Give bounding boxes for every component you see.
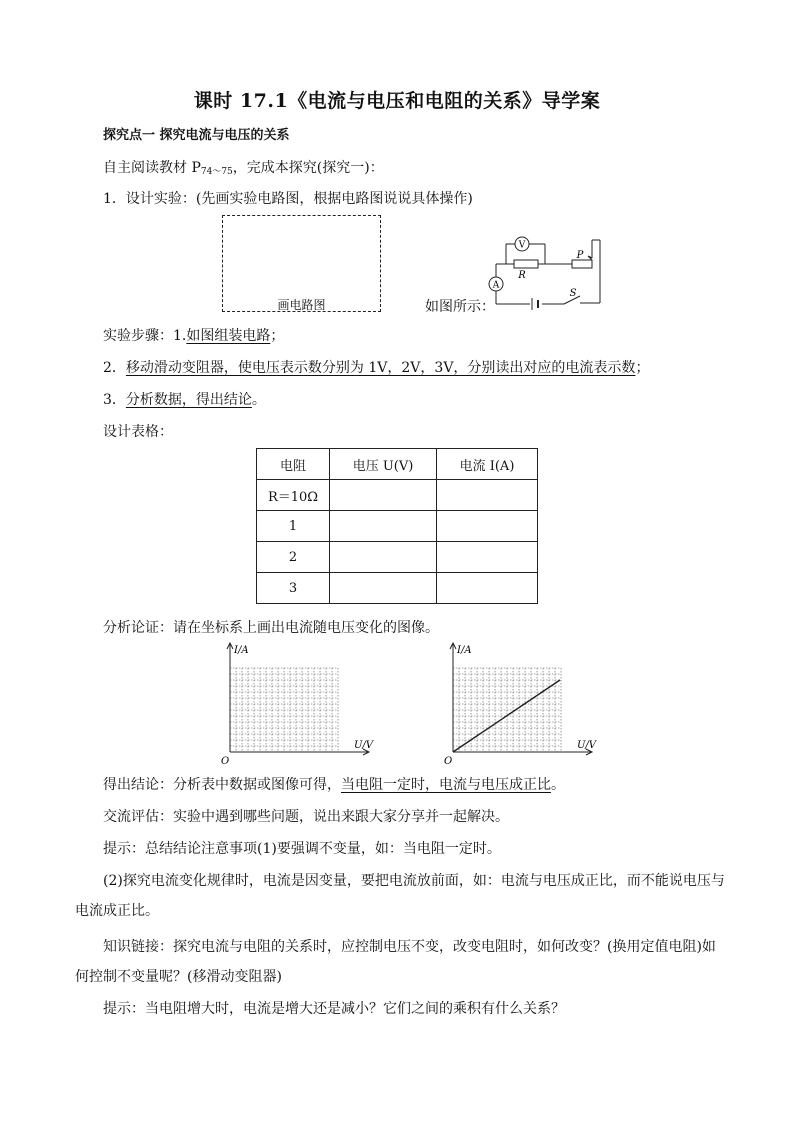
step-3 [103, 390, 266, 410]
hint-2: (2)探究电流变化规律时，电流是因变量，要把电流放前面，如：电流与电压成正比，而不能说电压与电流成正比。 [75, 873, 725, 919]
table-cell: R＝10Ω [257, 480, 330, 511]
hint-3: 提示：当电阻增大时，电流是增大还是减小？它们之间的乘积有什么关系？ [103, 1001, 565, 1017]
header-current: 电流 I(A) [437, 449, 538, 480]
header-voltage: 电压 U(V) [330, 449, 437, 480]
step-2-end: ； [635, 360, 650, 376]
analysis-instruction: 分析论证：请在坐标系上画出电流随电压变化的图像。 [103, 620, 439, 636]
reading-pages: 74～75 [200, 167, 233, 177]
reading-post: ，完成本探究(探究一)： [232, 160, 384, 176]
data-table [256, 448, 538, 604]
steps-label: 实验步骤： [103, 328, 173, 344]
evaluation: 交流评估：实验中遇到哪些问题，说出来跟大家分享并一起解决。 [103, 809, 509, 825]
knowledge-link: 知识链接：探究电流与电阻的关系时，应控制电压不变，改变电阻时，如何改变？(换用定值电阻)如何控制不变量呢？(移滑动变阻器) [75, 939, 716, 985]
conclusion-post: 。 [551, 777, 565, 793]
circuit-diagram [488, 232, 608, 314]
table-cell: 2 [257, 542, 330, 573]
step-2 [103, 358, 649, 378]
step-3-text: 分析数据，得出结论 [125, 392, 252, 408]
table-header-row [257, 449, 538, 480]
graph-1-ylabel: I/A [234, 645, 249, 656]
resistor-symbol [514, 260, 538, 268]
graph-2-xlabel: U/V [577, 740, 597, 751]
table-row [257, 573, 538, 604]
table-cell [330, 511, 437, 542]
switch-label: S [569, 288, 577, 299]
section-heading: 探究点一 探究电流与电压的关系 [103, 128, 290, 143]
step-2-text: 移动滑动变阻器，使电压表示数分别为 1V，2V，3V，分别读出对应的电流表示数 [125, 360, 636, 376]
reading-pre: 自主阅读教材 P [103, 160, 201, 176]
table-row [257, 480, 538, 511]
grid-lines [453, 668, 561, 752]
design-instruction: 1．设计实验：(先画实验电路图，根据电路图说说具体操作) [103, 191, 473, 207]
slider-label: P [576, 250, 584, 261]
blank-graph [218, 640, 384, 770]
table-cell: 3 [257, 573, 330, 604]
conclusion-underlined: 当电阻一定时，电流与电压成正比 [341, 777, 551, 793]
step-3-end: 。 [251, 392, 266, 408]
hint-1: 提示：总结结论注意事项(1)要强调不变量，如：当电阻一定时。 [103, 841, 501, 857]
graph-2-ylabel: I/A [457, 645, 472, 656]
table-row [257, 511, 538, 542]
table-cell [330, 542, 437, 573]
step-1-number: 1. [173, 328, 187, 344]
answer-graph [441, 640, 607, 770]
header-resistance: 电阻 [257, 449, 330, 480]
circuit-box-label: 画电路图 [277, 298, 326, 312]
resistor-label: R [518, 270, 526, 281]
voltmeter-label: V [518, 240, 526, 251]
table-cell [437, 480, 538, 511]
conclusion [103, 775, 565, 795]
reading-instruction [103, 158, 384, 182]
table-cell [330, 480, 437, 511]
table-cell: 1 [257, 511, 330, 542]
table-label: 设计表格： [103, 424, 173, 440]
grid-lines [230, 668, 338, 752]
table-row [257, 542, 538, 573]
page-title: 课时 17.1《电流与电压和电阻的关系》导学案 [193, 90, 601, 112]
table-cell [437, 573, 538, 604]
graph-1-origin: O [221, 756, 230, 767]
step-1-text: 如图组装电路 [186, 328, 271, 344]
step-2-number: 2． [103, 360, 126, 376]
step-3-number: 3． [103, 392, 126, 408]
graph-2-origin: O [444, 756, 453, 767]
table-cell [437, 511, 538, 542]
conclusion-pre: 得出结论：分析表中数据或图像可得， [103, 777, 341, 793]
step-1-end: ； [270, 328, 285, 344]
graph-1-xlabel: U/V [354, 740, 374, 751]
step-1 [103, 326, 284, 346]
ammeter-label: A [492, 280, 500, 291]
rheostat-symbol [572, 260, 592, 268]
figure-caption: 如图所示： [425, 299, 495, 315]
table-cell [330, 573, 437, 604]
table-cell [437, 542, 538, 573]
